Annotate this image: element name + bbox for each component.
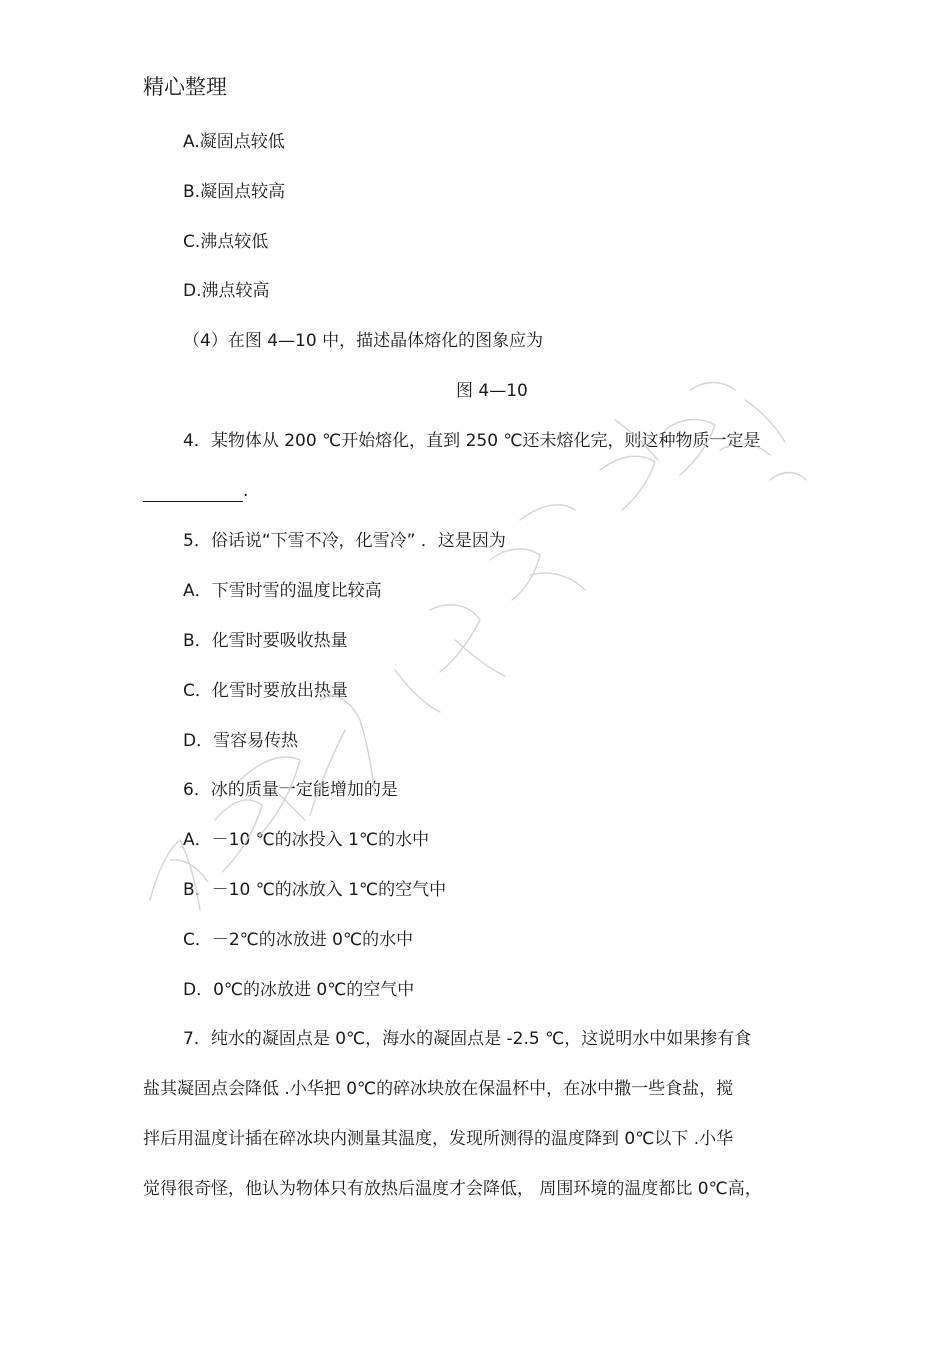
q6-option-b: B．－10 ℃的冰放入 1℃的空气中 <box>183 880 447 900</box>
q5-text: 5．俗话说“下雪不冷，化雪冷” ．这是因为 <box>183 531 506 551</box>
answer-blank <box>143 483 243 502</box>
q3-part4-text: （4）在图 4—10 中，描述晶体熔化的图象应为 <box>183 331 544 351</box>
q5-option-d: D．雪容易传热 <box>183 731 299 751</box>
q6-option-c: C．－2℃的冰放进 0℃的水中 <box>183 930 414 950</box>
q5-option-b: B．化雪时要吸收热量 <box>183 631 348 651</box>
q7-line-3: 拌后用温度计插在碎冰块内测量其温度，发现所测得的温度降到 0℃以下 .小华 <box>143 1129 734 1149</box>
q6-option-a: A．－10 ℃的冰投入 1℃的水中 <box>183 830 430 850</box>
q3-option-a: A.凝固点较低 <box>183 132 285 152</box>
q4-answer-period: . <box>243 481 249 501</box>
q7-line-4: 觉得很奇怪，他认为物体只有放热后温度才会降低， 周围环境的温度都比 0℃高， <box>143 1179 762 1199</box>
q6-text: 6．冰的质量一定能增加的是 <box>183 780 398 800</box>
page-header-title: 精心整理 <box>143 75 227 99</box>
q3-option-c: C.沸点较低 <box>183 232 269 252</box>
q5-option-c: C．化雪时要放出热量 <box>183 681 348 701</box>
q4-text: 4．某物体从 200 ℃开始熔化，直到 250 ℃还未熔化完，则这种物质一定是 <box>183 431 761 451</box>
q7-line-2: 盐其凝固点会降低 .小华把 0℃的碎冰块放在保温杯中，在冰中撒一些食盐，搅 <box>143 1079 734 1099</box>
q4-answer-line <box>143 480 248 502</box>
q5-option-a: A．下雪时雪的温度比较高 <box>183 581 382 601</box>
q7-line-1: 7．纯水的凝固点是 0℃，海水的凝固点是 -2.5 ℃，这说明水中如果掺有食 <box>183 1029 752 1049</box>
q6-option-d: D．0℃的冰放进 0℃的空气中 <box>183 980 415 1000</box>
q3-option-d: D.沸点较高 <box>183 281 270 301</box>
figure-caption: 图 4—10 <box>456 381 528 401</box>
q3-option-b: B.凝固点较高 <box>183 182 286 202</box>
